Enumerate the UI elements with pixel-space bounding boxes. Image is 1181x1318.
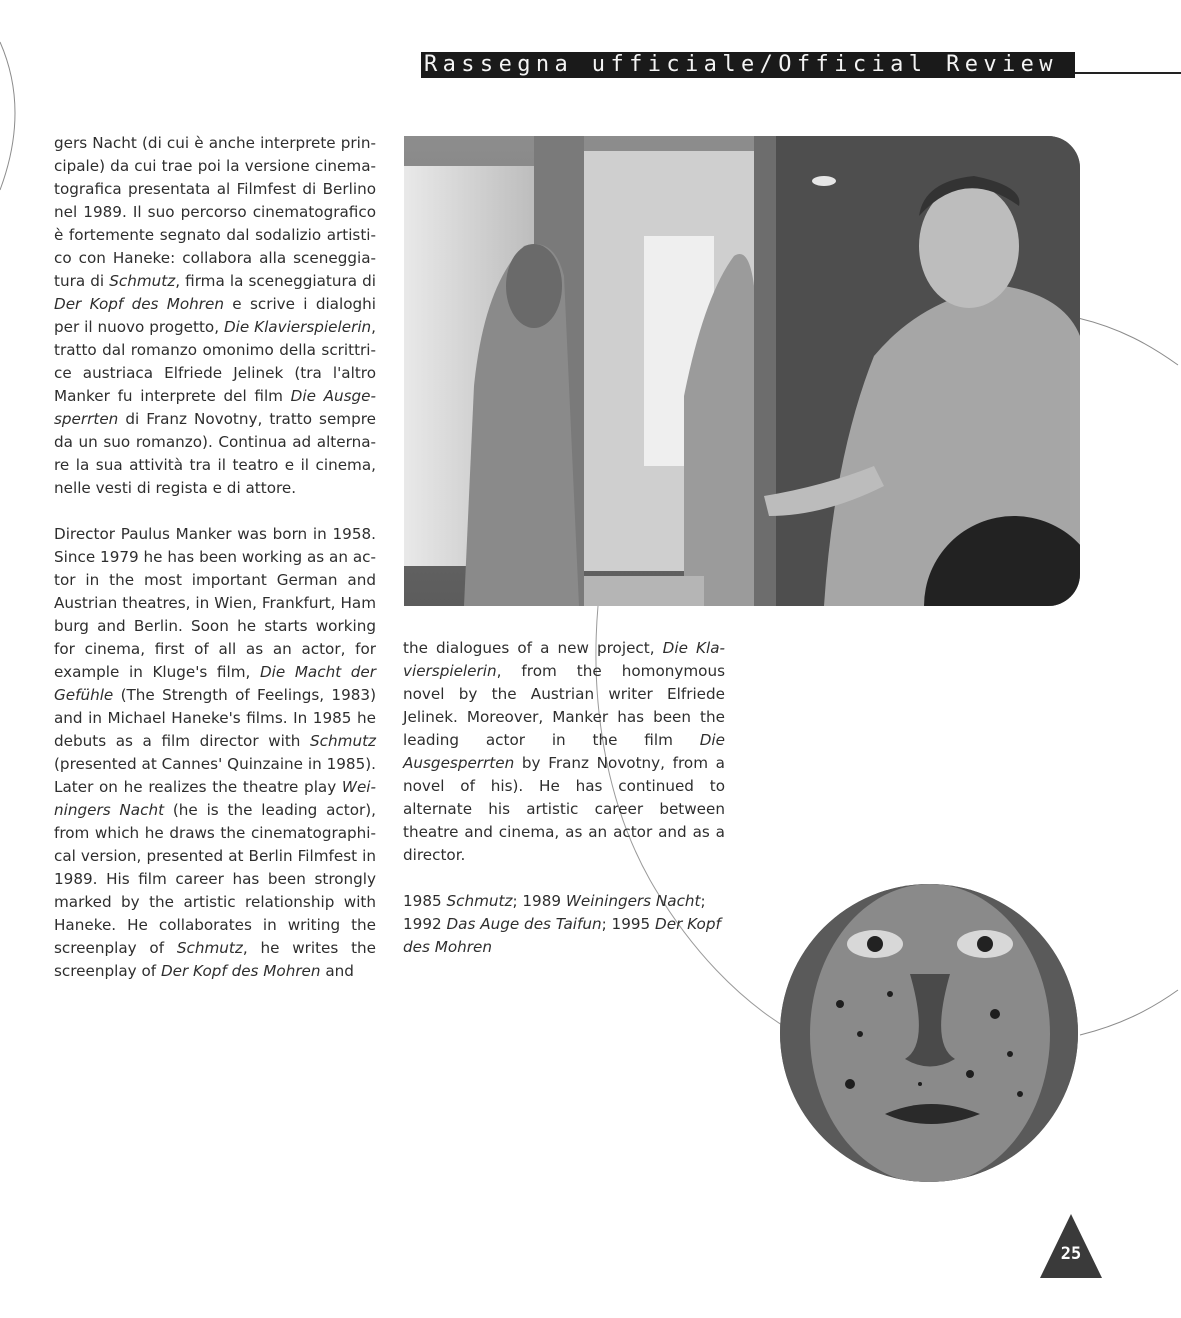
left-text-column — [54, 132, 376, 983]
english-paragraph-left: Director Paulus Manker was born in 1958. Since 1979 he has been working as an actor in the most important German and Austrian theatres, in Wien, Frankfurt, Ham burg and Berlin. Soon he starts working for cinema, first of all as an actor, for example in Kluge's film, Die Macht der Gefühle (The Strength of Feelings, 1983) and in Michael Haneke's films. In 1985 he debuts as a film director with Schmutz (presented at Cannes' Quinzaine in 1985). Later on he realizes the theatre play Weiningers Nacht (he is the leading actor), from which he draws the cinematographical version, presented at Berlin Filmfest in 1989. His film career has been strongly marked by the artistic relationship with Haneke. He collaborates in writing the screenplay of Schmutz, he writes the screenplay of Der Kopf des Mohren and — [54, 525, 377, 980]
film-still-photo — [404, 136, 1080, 606]
page-number: 25 — [1060, 1244, 1082, 1264]
header-rule — [1075, 72, 1181, 74]
italian-paragraph: gers Nacht (di cui è anche interprete principale) da cui trae poi la versione cinematografica presentata al Filmfest di Berlino nel 1989. Il suo percorso cinematografico è fortemente segnato dal sodalizio artistico con Haneke: collabora alla sceneggiatura di Schmutz, firma la sceneggiatura di Der Kopf des Mohren e scrive i dialoghi per il nuovo progetto, Die Klavierspielerin, tratto dal romanzo omonimo della scrittrice austriaca Elfriede Jelinek (tra l'altro Manker fu interprete del film Die Ausgesperrten di Franz Novotny, tratto sempre da un suo romanzo). Continua ad alternare la sua attività tra il teatro e il cinema, nelle vesti di regista e di attore. — [54, 134, 376, 497]
large-arc-lower — [1080, 990, 1178, 1035]
filmography: 1985 Schmutz; 1989 Weiningers Nacht; 1992 Das Auge des Taifun; 1995 Der Kopf des Mohren — [403, 892, 721, 956]
large-arc — [1078, 318, 1178, 365]
right-text-column — [403, 637, 725, 959]
section-title: Rassegna ufficiale/Official Review — [424, 52, 1058, 77]
left-edge-arc — [0, 42, 15, 190]
circular-portrait-photo — [780, 884, 1078, 1182]
english-paragraph-right: the dialogues of a new project, Die Klavierspielerin, from the homonymous novel by the Austrian writer Elfriede Jelinek. Moreover, Manker has been the leading actor in the film Die Ausgesperrten by Franz Novotny, from a novel of his). He has continued to alternate his artistic career between theatre and cinema, as an actor and as a director. — [403, 639, 725, 864]
film-still-drawing — [404, 136, 1080, 606]
section-header-band — [421, 52, 1075, 78]
portrait-drawing — [780, 884, 1078, 1182]
